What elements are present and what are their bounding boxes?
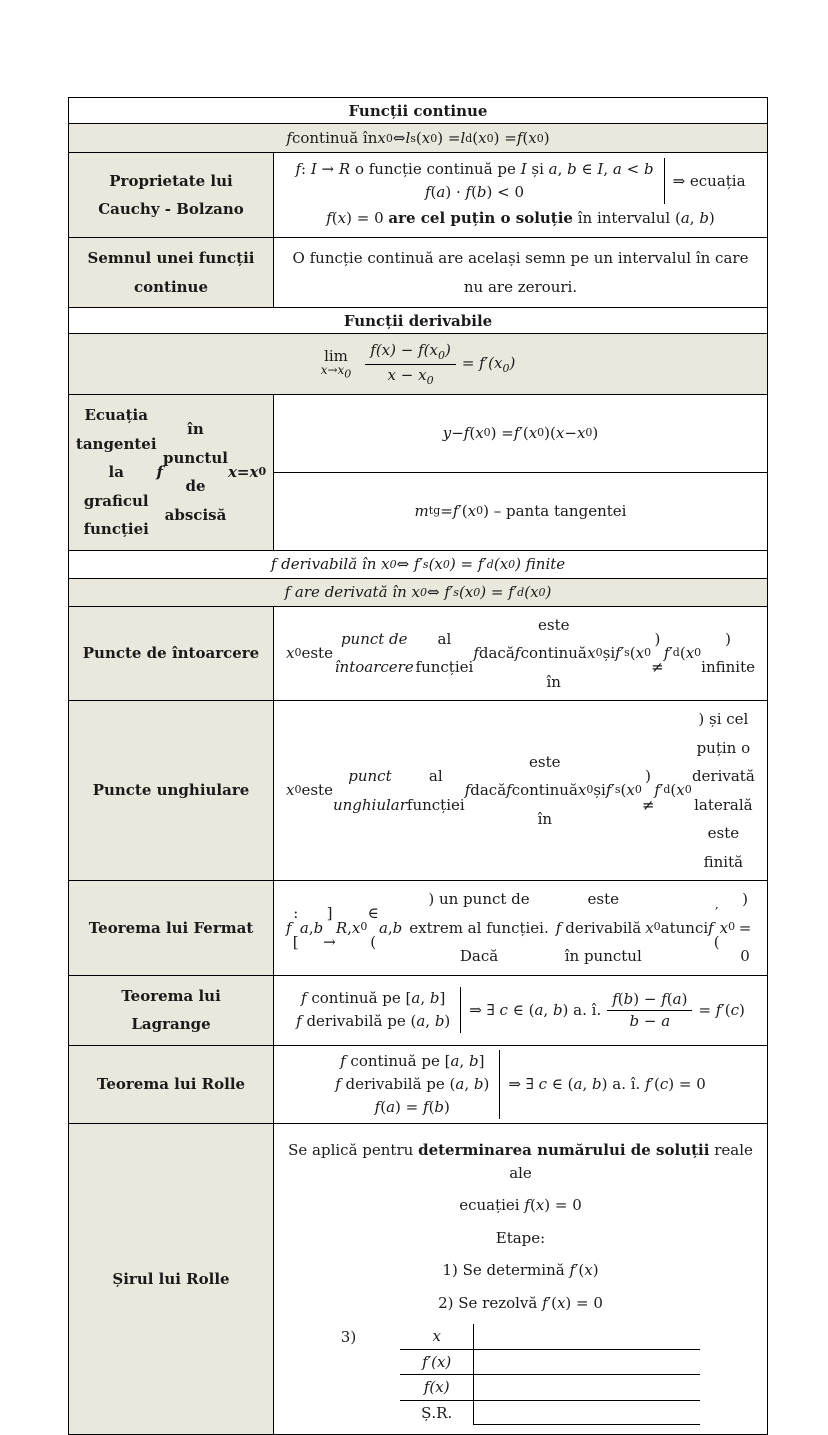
rolle-seq-step-3 <box>341 1324 700 1425</box>
label-puncte-unghiulare: Puncte unghiulare <box>69 701 274 880</box>
rolle-seq-step-1: 1) Se determină f′(x) <box>442 1261 599 1280</box>
rolle-sequence-sign-table <box>400 1324 700 1425</box>
continuity-definition-row: f continuă în x 0 ⇔ l s ( x 0 ) = l d ( x 0 ) = f ( x 0 ) <box>69 124 767 153</box>
cauchy-hypothesis-group <box>295 158 745 205</box>
turning-points-row <box>69 607 767 702</box>
sign-text: O funcție continuă are același semn pe un intervalul în care nu are zerouri. <box>292 249 749 296</box>
sign-row <box>69 238 767 308</box>
cauchy-system <box>295 158 664 205</box>
lagrange-hypothesis-1: f continuă pe [a, b] <box>301 988 446 1007</box>
angular-points-text: x 0 este punct unghiular al funcției f dacă f este continuă în x 0 și f ′ s ( x 0 ) ≠ f ′ d ( x 0 ) și cel puțin o derivată laterală este finită <box>286 710 755 871</box>
rolle-hypothesis-1: f continuă pe [a, b] <box>340 1051 485 1070</box>
sign-table-row-fprime: f′(x) <box>400 1350 474 1376</box>
rolle-seq-step-3-number: 3) <box>340 1328 357 1347</box>
cauchy-hypothesis-2: f(a) · f(b) < 0 <box>424 182 525 201</box>
tangent-slope: m tg = f ′( x 0 ) – panta tangentei <box>414 501 627 520</box>
sign-table-row-x: x <box>400 1324 474 1350</box>
rolle-hypothesis-3: f(a) = f(b) <box>374 1098 450 1116</box>
turning-points-text: x 0 este punct de întoarcere al funcției f dacă f este continuă în x 0 și f ′ s ( x 0 ) ≠ f ′ d ( x 0 ) infinite <box>286 615 755 691</box>
label-sirul-lui-rolle: Șirul lui Rolle <box>69 1124 274 1434</box>
limit-op-text: lim <box>324 346 348 365</box>
fermat-row <box>69 881 767 976</box>
tangent-row <box>69 395 767 551</box>
lagrange-fraction <box>607 989 692 1032</box>
limit-operator <box>321 348 352 381</box>
sign-table-row-sr: Ș.R. <box>400 1401 474 1426</box>
section-header-functii-continue: Funcții continue <box>69 98 767 124</box>
derivable-definition-row: f derivabilă în x 0 ⇔ f′ s (x 0 ) = f′ d (x 0 ) finite <box>69 551 767 579</box>
cauchy-hypothesis-1: f: I → R o funcție continuă pe I și a, b ∈ I, a < b <box>295 159 654 178</box>
rolle-system <box>335 1050 500 1120</box>
rolle-seq-purpose-line2: ecuației f(x) = 0 <box>459 1196 582 1215</box>
cauchy-bolzano-content <box>274 153 767 237</box>
sign-table-space-1 <box>474 1324 700 1350</box>
lagrange-content <box>274 976 767 1045</box>
sign-table-space-3 <box>474 1375 700 1401</box>
derivative-limit-row <box>69 334 767 395</box>
rolle-hypothesis-2: f derivabilă pe (a, b) <box>335 1074 490 1093</box>
lagrange-fraction-numerator: f(b) − f(a) <box>607 989 692 1011</box>
label-puncte-de-intoarcere: Puncte de întoarcere <box>69 607 274 701</box>
label-cauchy-bolzano: Proprietate lui Cauchy - Bolzano <box>69 153 274 237</box>
lagrange-fraction-denominator: b − a <box>629 1011 671 1030</box>
limit-rhs: = $f'(x_0)$ <box>461 353 516 375</box>
lagrange-implication: ⇒ ∃ c ∈ (a, b) a. î. <box>469 1000 602 1019</box>
label-teorema-fermat: Teorema lui Fermat <box>69 881 274 975</box>
fraction-denominator: $x - x_0$ <box>387 365 434 387</box>
formula-table <box>68 97 768 1435</box>
rolle-seq-purpose-line1: Se aplică pentru determinarea numărului de soluții reale ale <box>288 1141 753 1182</box>
rolle-seq-step-2: 2) Se rezolvă f′(x) = 0 <box>438 1293 603 1312</box>
fraction-numerator: $f(x) - f(x_0)$ <box>365 340 456 364</box>
lagrange-rhs: = f′(c) <box>698 1000 745 1019</box>
lagrange-row <box>69 976 767 1046</box>
label-semnul-functiei: Semnul unei funcții continue <box>69 238 274 307</box>
lagrange-formula <box>296 987 745 1034</box>
cauchy-conclusion: f(x) = 0 are cel puțin o soluție în intervalul (a, b) <box>326 209 715 227</box>
rolle-conclusion: ⇒ ∃ c ∈ (a, b) a. î. f′(c) = 0 <box>508 1075 706 1094</box>
rolle-row <box>69 1046 767 1125</box>
label-ecuatia-tangentei: Ecuația tangentei la graficul funcției f în punctul de abscisă x = x 0 <box>69 395 274 550</box>
rolle-seq-steps-title: Etape: <box>495 1228 546 1247</box>
derivative-limit-formula <box>321 340 516 388</box>
rolle-content <box>274 1046 767 1124</box>
sign-table-space-2 <box>474 1350 700 1376</box>
angular-points-row <box>69 701 767 881</box>
label-teorema-rolle: Teorema lui Rolle <box>69 1046 274 1124</box>
tangent-content <box>274 395 767 550</box>
lagrange-system <box>296 987 461 1034</box>
lagrange-hypothesis-2: f derivabilă pe (a, b) <box>296 1012 451 1030</box>
sign-table-row-f: f(x) <box>400 1375 474 1401</box>
label-teorema-lagrange: Teorema lui Lagrange <box>69 976 274 1045</box>
sign-table-space-4 <box>474 1401 700 1426</box>
tangent-equation: y − f ( x 0 ) = f ′( x 0 )( x − x 0 ) <box>274 395 767 473</box>
cauchy-implication-text: ⇒ ecuația <box>672 171 746 190</box>
section-header-functii-derivabile: Funcții derivabile <box>69 308 767 334</box>
difference-quotient-fraction <box>365 340 456 388</box>
has-derivative-row: f are derivată în x 0 ⇔ f′ s (x 0 ) = f′ d (x 0 ) <box>69 579 767 607</box>
fermat-text: f : [ a , b ] → R , x 0 ∈ ( a , b ) un punct de extrem al funcției. Dacă f este derivabilă în punctul x 0 atunci f ′( x 0 ) = 0 <box>286 890 752 965</box>
cauchy-bolzano-row <box>69 153 767 238</box>
rolle-formula <box>335 1050 706 1120</box>
limit-subscript: $x\to x_0$ <box>320 363 352 381</box>
